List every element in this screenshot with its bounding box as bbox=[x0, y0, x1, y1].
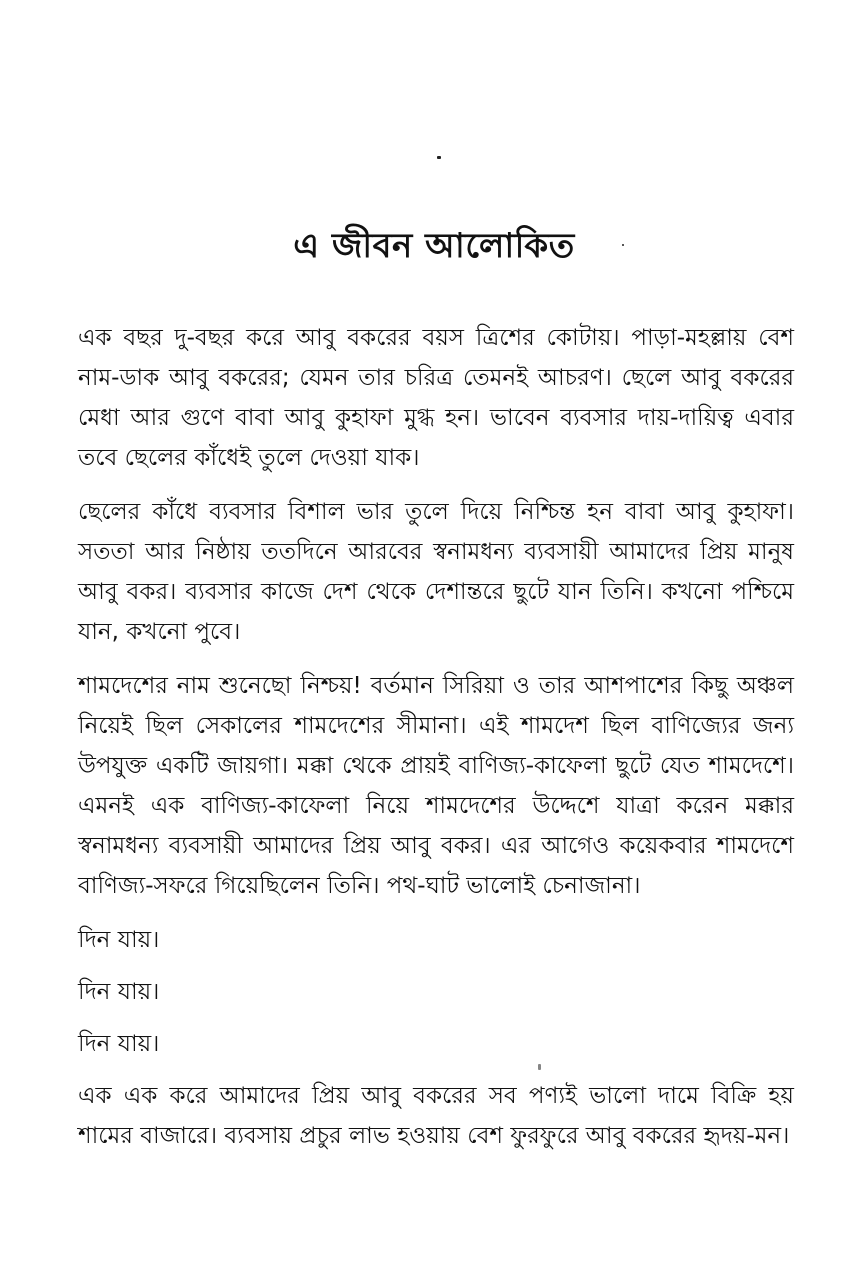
paragraph: ছেলের কাঁধে ব্যবসার বিশাল ভার তুলে দিয়ে নিশ্চিন্ত হন বাবা আবু কুহাফা। সততা আর নিষ্ঠায় ততদিনে আরবের স্বনামধন্য ব্যবসায়ী আমাদের প্রিয় মানুষ আবু বকর। ব্যবসার কাজে দেশ থেকে দেশান্তরে ছুটে যান তিনি। কখনো পশ্চিমে যান, কখনো পুবে। bbox=[78, 499, 794, 645]
paragraph: এক এক করে আমাদের প্রিয় আবু বকরের সব পণ্যই ভালো দামে বিক্রি হয় শামের বাজারে। ব্যবসায় প্রচুর লাভ হওয়ায় বেশ ফুরফুরে আবু বকরের হৃদয়-মন। bbox=[78, 1083, 794, 1149]
chapter-title: এ জীবন আলোকিত bbox=[293, 226, 575, 266]
paragraph: এক বছর দু-বছর করে আবু বকরের বয়স ত্রিশের কোটায়। পাড়া-মহল্লায় বেশ নাম-ডাক আবু বকরের; যেমন তার চরিত্র তেমনই আচরণ। ছেলে আবু বকরের মেধা আর গুণে বাবা আবু কুহাফা মুগ্ধ হন। ভাবেন ব্যবসার দায়-দায়িত্ব এবার তবে ছেলের কাঁধেই তুলে দেওয়া যাক। bbox=[78, 325, 794, 471]
ink-speck bbox=[437, 156, 441, 159]
paragraph: দিন যায়। bbox=[78, 927, 160, 953]
paragraph: দিন যায়। bbox=[78, 979, 160, 1005]
paragraph: দিন যায়। bbox=[78, 1031, 160, 1057]
chapter-body bbox=[78, 318, 794, 1170]
paragraph: শামদেশের নাম শুনেছো নিশ্চয়! বর্তমান সিরিয়া ও তার আশপাশের কিছু অঞ্চল নিয়েই ছিল সেকালের শামদেশের সীমানা। এই শামদেশ ছিল বাণিজ্যের জন্য উপযুক্ত একটি জায়গা। মক্কা থেকে প্রায়ই বাণিজ্য-কাফেলা ছুটে যেত শামদেশে। এমনই এক বাণিজ্য-কাফেলা নিয়ে শামদেশের উদ্দেশে যাত্রা করেন মক্কার স্বনামধন্য ব্যবসায়ী আমাদের প্রিয় আবু বকর। এর আগেও কয়েকবার শামদেশে বাণিজ্য-সফরে গিয়েছিলেন তিনি। পথ-ঘাট ভালোই চেনাজানা। bbox=[78, 673, 794, 899]
